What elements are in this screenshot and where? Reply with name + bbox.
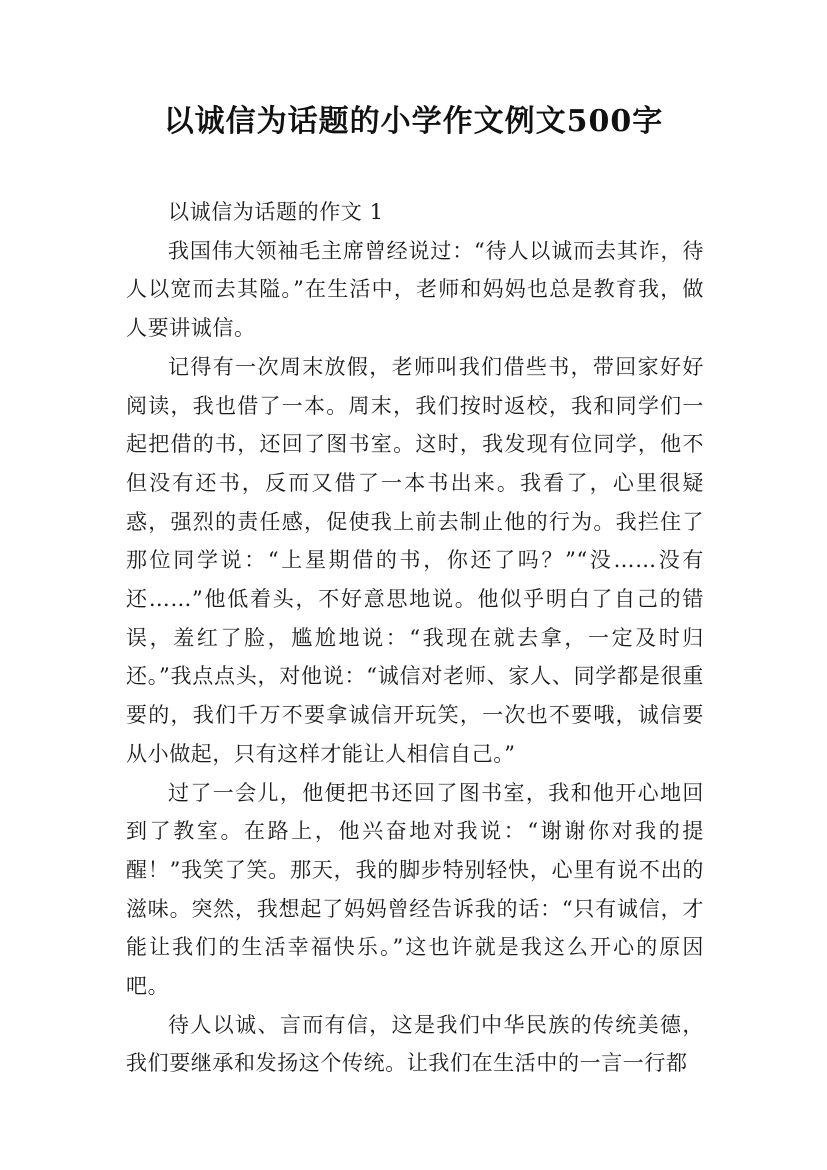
- paragraph-2: 记得有一次周末放假，老师叫我们借些书，带回家好好阅读，我也借了一本。周末，我们按时返校，我和同学们一起把借的书，还回了图书室。这时，我发现有位同学，他不但没有还书，反而又借了一本书出来。我看了，心里很疑惑，强烈的责任感，促使我上前去制止他的行为。我拦住了那位同学说：“上星期借的书，你还了吗？”“没……没有还……”他低着头，不好意思地说。他似乎明白了自己的错误，羞红了脸，尴尬地说：“我现在就去拿，一定及时归还。”我点点头，对他说：“诚信对老师、家人、同学都是很重要的，我们千万不要拿诚信开玩笑，一次也不要哦，诚信要从小做起，只有这样才能让人相信自己。”: [126, 354, 704, 766]
- paragraph-3: 过了一会儿，他便把书还回了图书室，我和他开心地回到了教室。在路上，他兴奋地对我说：“谢谢你对我的提醒！”我笑了笑。那天，我的脚步特别轻快，心里有说不出的滋味。突然，我想起了妈妈曾经告诉我的话：“只有诚信，才能让我们的生活幸福快乐。”这也许就是我这么开心的原因吧。: [126, 780, 704, 999]
- document-body: [126, 193, 704, 1083]
- paragraph-4: 待人以诚、言而有信，这是我们中华民族的传统美德，我们要继承和发扬这个传统。让我们在生活中的一言一行都: [126, 1012, 704, 1076]
- document-title: 以诚信为话题的小学作文例文500字: [163, 104, 664, 139]
- section-subheading: 以诚信为话题的作文 1: [168, 200, 384, 224]
- paragraph-1: 我国伟大领袖毛主席曾经说过：“待人以诚而去其诈，待人以宽而去其隘。”在生活中，老师和妈妈也总是教育我，做人要讲诚信。: [126, 238, 704, 341]
